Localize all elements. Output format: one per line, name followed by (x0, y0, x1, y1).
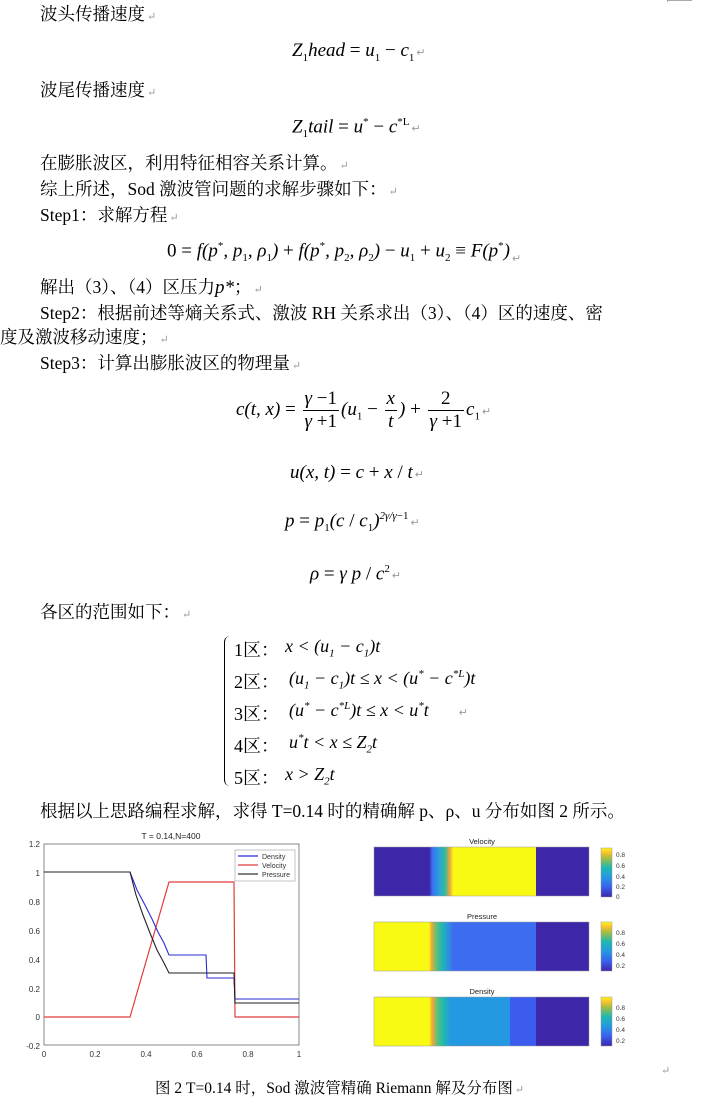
equation-c: c(t, x) = $\frac{\gamma -1}{\gamma +1}$ ($u_1$ − $\frac{x}{t}$ ) + $\frac{2}{\gamma +1}$ $c_1$ ↵ (236, 388, 492, 432)
svg-text:0.8: 0.8 (28, 898, 40, 907)
svg-text:0.4: 0.4 (140, 1050, 152, 1059)
svg-text:Pressure: Pressure (466, 912, 498, 921)
svg-text:0.4: 0.4 (616, 1027, 626, 1034)
paragraph-wave-head-speed: 波头传播速度 ↵ (40, 4, 157, 24)
paragraph-step1: Step1：求解方程 ↵ (40, 205, 179, 225)
svg-text:0.6: 0.6 (28, 927, 40, 936)
svg-text:0.4: 0.4 (616, 952, 626, 959)
svg-text:1.2: 1.2 (28, 840, 40, 849)
paragraph-step2-line1: Step2：根据前述等熵关系式、激波 RH 关系求出（3）、（4）区的速度、密 (40, 303, 603, 323)
svg-text:0.2: 0.2 (616, 963, 626, 970)
colorbar-pressure (601, 922, 612, 971)
svg-text:0.6: 0.6 (616, 863, 626, 870)
equation-tail: $Z_1tail = u^*$ − $c^{*L}↵$ (292, 116, 421, 141)
region-row-2: 2区： $(u_1 - c_1)t \le x < (u^* - c^{*L})t$ (234, 668, 476, 692)
svg-text:0.2: 0.2 (89, 1050, 101, 1059)
paragraph-summary: 综上所述，Sod 激波管问题的求解步骤如下： ↵ (40, 179, 398, 199)
svg-text:1: 1 (296, 1050, 302, 1059)
paragraph-solve-pressure: 解出（3）、（4）区压力p*； ↵ (40, 277, 263, 298)
legend (235, 850, 295, 881)
svg-text:0.8: 0.8 (616, 930, 626, 937)
line-chart-title: T = 0.14,N=400 (141, 831, 201, 841)
svg-text:0.6: 0.6 (616, 1016, 626, 1023)
heatmap-pressure (374, 912, 625, 971)
paragraph-expansion: 在膨胀波区，利用特征相容关系计算。 ↵ (40, 153, 349, 173)
region-row-3: 3区： $(u^* - c^{*L})t \le x < u^*t$ ↵ (234, 700, 469, 724)
legend-pressure: Pressure (262, 872, 291, 879)
region-row-5: 5区： $x > Z_2t$ (234, 764, 335, 788)
x-axis (42, 1050, 302, 1059)
y-axis (26, 840, 40, 1051)
paragraph-wave-tail-speed: 波尾传播速度 ↵ (40, 80, 157, 100)
svg-text:0: 0 (41, 1050, 47, 1059)
heatmap-velocity (374, 837, 625, 901)
colorbar-velocity (601, 848, 612, 897)
line-chart (26, 831, 302, 1059)
equation-head: $Z_1head = u_1 - c_1$ ↵ (292, 40, 426, 64)
svg-text:1: 1 (35, 869, 40, 878)
paragraph-mark: ↵ (661, 1065, 671, 1077)
paragraph-step3: Step3：计算出膨胀波区的物理量 ↵ (40, 353, 302, 373)
equation-p: $p = p_1(c$ / $c_1)^{2\gamma/\gamma-1}↵$ (285, 510, 420, 535)
svg-text:Density: Density (469, 987, 495, 996)
paragraph-regions: 各区的范围如下： ↵ (40, 602, 192, 622)
svg-text:0.8: 0.8 (242, 1050, 254, 1059)
heatmap-density (374, 987, 625, 1046)
legend-density: Density (262, 854, 286, 861)
svg-text:-0.2: -0.2 (26, 1042, 40, 1051)
paragraph-step2-line2: 度及激波移动速度； ↵ (0, 327, 169, 347)
equation-step1: 0 = f(p*, $p_1$, $\rho_1) + f(p^*$, $p_2$, $\rho_2) - u_1 + u_2 \equiv F(p^*)$ $_↵$ (167, 240, 522, 266)
colorbar-density (601, 997, 612, 1046)
legend-velocity: Velocity (262, 863, 287, 870)
equation-u: u(x, t) = c + x / t ↵ (290, 462, 424, 483)
svg-text:0.8: 0.8 (616, 1005, 626, 1012)
svg-text:0: 0 (616, 894, 620, 901)
svg-text:0.6: 0.6 (191, 1050, 203, 1059)
svg-text:0.4: 0.4 (28, 956, 40, 965)
svg-text:0: 0 (35, 1013, 40, 1022)
svg-text:0.2: 0.2 (616, 884, 626, 891)
region-row-1: 1区： $x < (u_1 - c_1)t$ (234, 636, 381, 660)
svg-text:0.2: 0.2 (616, 1038, 626, 1045)
svg-text:0.2: 0.2 (28, 985, 40, 994)
svg-text:0.4: 0.4 (616, 874, 626, 881)
region-row-4: 4区： $u^*t < x \le Z_2t$ (234, 732, 378, 756)
svg-text:0.6: 0.6 (616, 941, 626, 948)
paragraph-result: 根据以上思路编程求解，求得 T=0.14 时的精确解 p、ρ、u 分布如图 2 所示。 (40, 801, 625, 821)
equation-rho: ρ = γ p / $c^2↵$ (310, 563, 402, 585)
figure-caption: 图 2 T=0.14 时，Sod 激波管精确 Riemann 解及分布图 ↵ (155, 1080, 525, 1097)
svg-text:0.8: 0.8 (616, 852, 626, 859)
svg-text:Velocity: Velocity (469, 837, 495, 846)
